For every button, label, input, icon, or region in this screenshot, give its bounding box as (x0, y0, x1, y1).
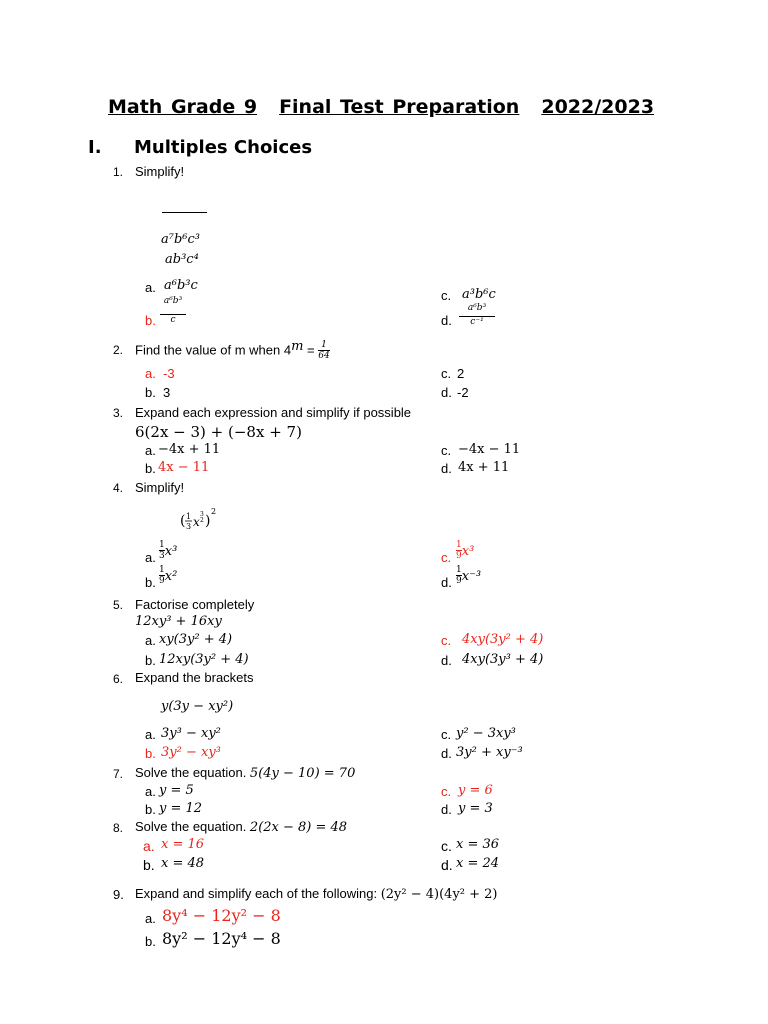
option-b-numerator: 1 (159, 565, 165, 575)
option-c: x = 36 (456, 837, 500, 852)
option-b (159, 566, 177, 586)
option-label: b. (145, 385, 156, 400)
option-c: 4xy(3y² + 4) (462, 632, 544, 647)
option-a: a⁶b³c (164, 278, 198, 293)
option-d: y = 3 (458, 801, 493, 816)
option-a: -3 (163, 366, 175, 381)
option-label: a. (145, 366, 156, 381)
option-label: b. (145, 934, 156, 949)
question-text: Expand the brackets (135, 670, 254, 685)
option-label: b. (145, 575, 156, 590)
option-label: d. (441, 802, 452, 817)
option-label: c. (441, 633, 452, 648)
question-text-main: Solve the equation. (135, 819, 250, 834)
option-d: 4x + 11 (458, 460, 510, 475)
fraction-bar (162, 212, 207, 213)
question-text (135, 886, 498, 902)
question-text-sup: m (291, 339, 304, 354)
option-a: x = 16 (161, 837, 205, 852)
option-label: d. (441, 746, 452, 761)
option-label: a. (145, 443, 156, 458)
option-c: y² − 3xy³ (456, 726, 516, 741)
option-label: c. (441, 784, 452, 799)
option-d (459, 304, 495, 327)
option-label: b. (145, 746, 156, 761)
question-number: 6. (113, 672, 124, 686)
option-b: 3 (163, 385, 171, 400)
option-b-denominator: 9 (159, 576, 165, 586)
option-b: 3y² − xy³ (161, 745, 221, 760)
option-label: a. (145, 784, 156, 799)
expression: y(3y − xy²) (161, 699, 234, 714)
option-a: 8y⁴ − 12y² − 8 (162, 906, 281, 925)
question-text: Expand each expression and simplify if possible (135, 405, 412, 420)
option-d-numerator: a⁶b³ (467, 303, 487, 313)
question-number: 4. (113, 481, 124, 495)
question-number: 1. (113, 165, 124, 179)
expression: 6(2x − 3) + (−8x + 7) (135, 423, 302, 441)
option-label: a. (145, 633, 156, 648)
title-year: 2022/2023 (541, 96, 655, 118)
rhs-denominator: 64 (318, 351, 330, 361)
option-label: c. (441, 727, 452, 742)
option-c-numerator: 1 (456, 540, 462, 550)
option-a-numerator: 1 (159, 540, 165, 550)
option-b: 8y² − 12y⁴ − 8 (162, 929, 281, 948)
option-label: a. (145, 911, 156, 926)
option-a: −4x + 11 (158, 442, 221, 457)
option-label: a. (145, 550, 156, 565)
expression-denominator: ab³c⁴ (165, 252, 199, 267)
option-b: 4x − 11 (158, 460, 210, 475)
option-b-numerator: a⁶b³ (163, 296, 183, 306)
option-b-variable: x² (164, 569, 178, 585)
option-d: x = 24 (456, 856, 500, 871)
svg-text:2: 2 (211, 507, 217, 516)
option-label: d. (441, 385, 452, 400)
option-label: a. (145, 280, 156, 295)
option-label: c. (441, 366, 452, 381)
question-number: 2. (113, 343, 124, 357)
question-text: Simplify! (135, 164, 185, 179)
option-label: b. (143, 857, 155, 873)
option-label: d. (441, 653, 452, 668)
expression-numerator: a⁷b⁶c³ (161, 232, 200, 247)
section-number: I. (88, 137, 102, 158)
svg-text:): ) (205, 513, 211, 529)
question-text (135, 819, 347, 835)
option-b: 12xy(3y² + 4) (159, 652, 249, 667)
option-a (159, 541, 177, 561)
option-a-variable: x³ (164, 544, 178, 560)
option-d-denominator: c⁻¹ (459, 316, 495, 327)
option-a: y = 5 (159, 783, 194, 798)
question-text-main: Find the value of m when 4 (135, 342, 292, 358)
title-subject: Math Grade 9 (108, 96, 258, 118)
option-c: y = 6 (458, 783, 493, 798)
svg-text:2: 2 (200, 517, 204, 524)
expression-graphic (180, 505, 230, 535)
rhs-numerator: 1 (321, 340, 327, 350)
expression (180, 505, 230, 540)
option-b: x = 48 (161, 856, 205, 871)
question-text-expression: 2(2x − 8) = 48 (249, 820, 348, 835)
option-label: d. (441, 313, 452, 328)
svg-text:1: 1 (186, 512, 192, 521)
option-label: d. (441, 461, 452, 476)
svg-text:3: 3 (200, 511, 204, 518)
option-d-denominator: 9 (456, 576, 462, 586)
option-c: 2 (457, 366, 465, 381)
option-d-variable: x⁻³ (461, 569, 482, 585)
option-b-denominator: c (160, 314, 186, 325)
option-c (456, 541, 474, 561)
svg-text:(: ( (180, 513, 186, 529)
question-number: 8. (113, 821, 124, 835)
question-text-main: Expand and simplify each of the following: (135, 886, 381, 901)
option-label: b. (145, 313, 156, 328)
question-text (135, 341, 330, 361)
section-title: Multiples Choices (134, 137, 313, 158)
option-label: c. (441, 550, 452, 565)
option-label: b. (145, 653, 156, 668)
option-label: a. (145, 727, 156, 742)
option-label: c. (441, 443, 452, 458)
page-title (108, 96, 654, 118)
option-d: 3y² + xy⁻³ (456, 745, 523, 760)
question-number: 9. (113, 887, 124, 902)
option-label: c. (441, 288, 452, 303)
option-d-numerator: 1 (456, 565, 462, 575)
option-c: a³b⁶c (462, 287, 496, 302)
option-c-variable: x³ (461, 544, 475, 560)
question-text-eq: = (303, 342, 319, 358)
option-a-denominator: 3 (159, 551, 165, 561)
option-label: c. (441, 838, 452, 854)
option-label: d. (441, 575, 452, 590)
question-text (135, 765, 355, 781)
question-number: 3. (113, 406, 124, 420)
option-a: 3y³ − xy² (161, 726, 221, 741)
question-text-main: Solve the equation. (135, 765, 250, 780)
question-text-expression: (2y² − 4)(4y² + 2) (380, 887, 498, 902)
question-number: 7. (113, 767, 124, 781)
option-d: 4xy(3y³ + 4) (462, 652, 544, 667)
option-d (456, 566, 481, 586)
option-c-denominator: 9 (456, 551, 462, 561)
question-text-expression: 5(4y − 10) = 70 (249, 766, 356, 781)
question-text: Factorise completely (135, 597, 255, 612)
option-b: y = 12 (159, 801, 203, 816)
expression: 12xy³ + 16xy (135, 614, 222, 629)
option-label: b. (145, 461, 156, 476)
option-a: xy(3y² + 4) (159, 632, 233, 647)
question-number: 5. (113, 598, 124, 612)
question-text: Simplify! (135, 480, 185, 495)
option-d: -2 (457, 385, 469, 400)
option-c: −4x − 11 (458, 442, 521, 457)
svg-text:3: 3 (186, 522, 192, 531)
option-label: b. (145, 802, 156, 817)
option-label: a. (143, 838, 155, 854)
option-b (160, 297, 186, 325)
title-main: Final Test Preparation (279, 96, 520, 118)
option-label: d. (441, 857, 453, 873)
svg-text:x: x (193, 515, 200, 529)
